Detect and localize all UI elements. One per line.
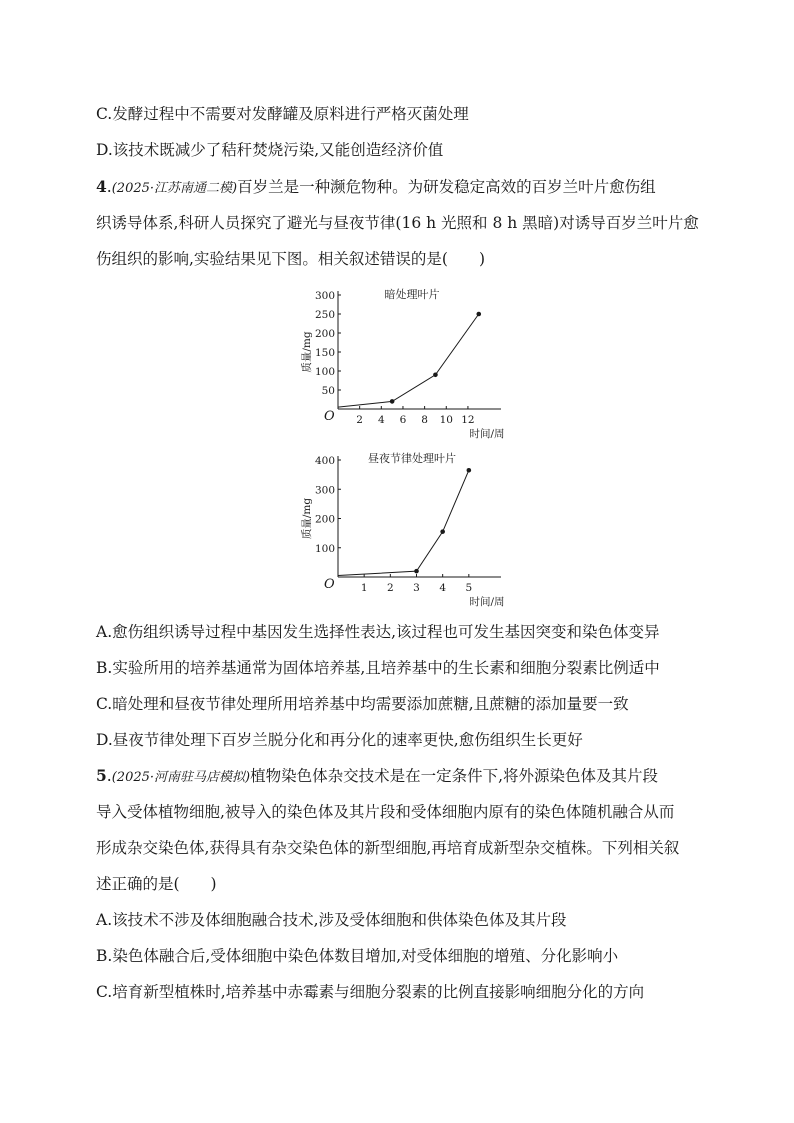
origin-label: O — [324, 409, 335, 424]
q4-stem-line2: 织诱导体系,科研人员探究了避光与昼夜节律(16 h 光照和 8 h 黑暗)对诱导百岁兰叶片愈 — [96, 214, 699, 232]
chart-title: 暗处理叶片 — [384, 288, 440, 301]
series-line — [338, 314, 479, 407]
y-tick-label: 100 — [314, 542, 335, 555]
y-tick-label: 100 — [314, 366, 335, 378]
data-point — [433, 373, 438, 378]
q4-stem-line1: 4.(2025·江苏南通二模)百岁兰是一种濒危物种。为研发稳定高效的百岁兰叶片愈伤组 — [96, 177, 656, 196]
q4-option-a: A.愈伤组织诱导过程中基因发生选择性表达,该过程也可发生基因突变和染色体变异 — [96, 623, 660, 641]
y-tick-label: 250 — [314, 309, 335, 321]
x-tick-label: 4 — [377, 414, 385, 426]
x-tick-label: 4 — [439, 582, 447, 594]
q5-stem-line3: 形成杂交染色体,获得具有杂交染色体的新型细胞,再培育成新型杂交植株。下列相关叙 — [96, 839, 680, 857]
chart-diurnal — [290, 447, 510, 607]
data-point — [440, 529, 445, 534]
data-point — [467, 468, 472, 473]
q3-option-c: C.发酵过程中不需要对发酵罐及原料进行严格灭菌处理 — [96, 105, 469, 123]
chart-title: 昼夜节律处理叶片 — [368, 452, 456, 465]
q5-stem-line2: 导入受体植物细胞,被导入的染色体及其片段和受体细胞内原有的染色体随机融合从而 — [96, 803, 675, 821]
data-point — [414, 569, 419, 574]
q4-number: 4 — [96, 177, 107, 196]
x-tick-label: 12 — [461, 414, 475, 426]
y-tick-label: 300 — [314, 484, 335, 497]
x-axis-label: 时间/周 — [469, 596, 505, 607]
y-axis-label: 质量/mg — [301, 497, 313, 540]
q4-source: (2025·江苏南通二模) — [111, 181, 238, 196]
q4-option-d: D.昼夜节律处理下百岁兰脱分化和再分化的速率更快,愈伤组织生长更好 — [96, 731, 583, 749]
data-point — [476, 312, 481, 317]
q5-stem-line1: 5.(2025·河南驻马店模拟)植物染色体杂交技术是在一定条件下,将外源染色体及其片段 — [96, 766, 659, 785]
y-tick-label: 50 — [321, 385, 335, 397]
q5-option-b: B.染色体融合后,受体细胞中染色体数目增加,对受体细胞的增殖、分化影响小 — [96, 947, 619, 965]
q4-stem-line3: 伤组织的影响,实验结果见下图。相关叙述错误的是( ) — [96, 250, 486, 268]
q5-number: 5 — [96, 766, 107, 785]
data-point — [390, 399, 395, 404]
x-tick-label: 2 — [356, 414, 363, 426]
x-tick-label: 8 — [421, 414, 428, 426]
x-tick-label: 3 — [413, 582, 420, 594]
q3-option-d: D.该技术既减少了秸秆焚烧污染,又能创造经济价值 — [96, 141, 444, 159]
q5-stem-line4: 述正确的是( ) — [96, 875, 217, 893]
y-tick-label: 200 — [314, 328, 335, 340]
y-tick-label: 400 — [314, 455, 335, 467]
q5-stem-text: 植物染色体杂交技术是在一定条件下,将外源染色体及其片段 — [250, 767, 659, 785]
q5-option-c: C.培育新型植株时,培养基中赤霉素与细胞分裂素的比例直接影响细胞分化的方向 — [96, 983, 645, 1001]
series-line — [338, 470, 469, 575]
q5-source: (2025·河南驻马店模拟) — [111, 770, 251, 785]
y-axis-label: 质量/mg — [301, 331, 313, 373]
x-tick-label: 10 — [439, 414, 453, 426]
x-tick-label: 1 — [360, 582, 368, 594]
x-tick-label: 6 — [399, 414, 407, 426]
q4-stem-text: 百岁兰是一种濒危物种。为研发稳定高效的百岁兰叶片愈伤组 — [237, 178, 656, 196]
x-axis-label: 时间/周 — [469, 428, 505, 440]
chart-dark — [290, 283, 510, 443]
y-tick-label: 150 — [314, 347, 335, 359]
y-tick-label: 300 — [314, 290, 335, 302]
q5-option-a: A.该技术不涉及体细胞融合技术,涉及受体细胞和供体染色体及其片段 — [96, 911, 567, 929]
y-tick-label: 200 — [314, 513, 335, 526]
q4-option-c: C.暗处理和昼夜节律处理所用培养基中均需要添加蔗糖,且蔗糖的添加量要一致 — [96, 695, 629, 713]
q4-option-b: B.实验所用的培养基通常为固体培养基,且培养基中的生长素和细胞分裂素比例适中 — [96, 659, 660, 677]
origin-label: O — [324, 577, 335, 592]
x-tick-label: 5 — [465, 582, 473, 594]
x-tick-label: 2 — [386, 582, 394, 594]
